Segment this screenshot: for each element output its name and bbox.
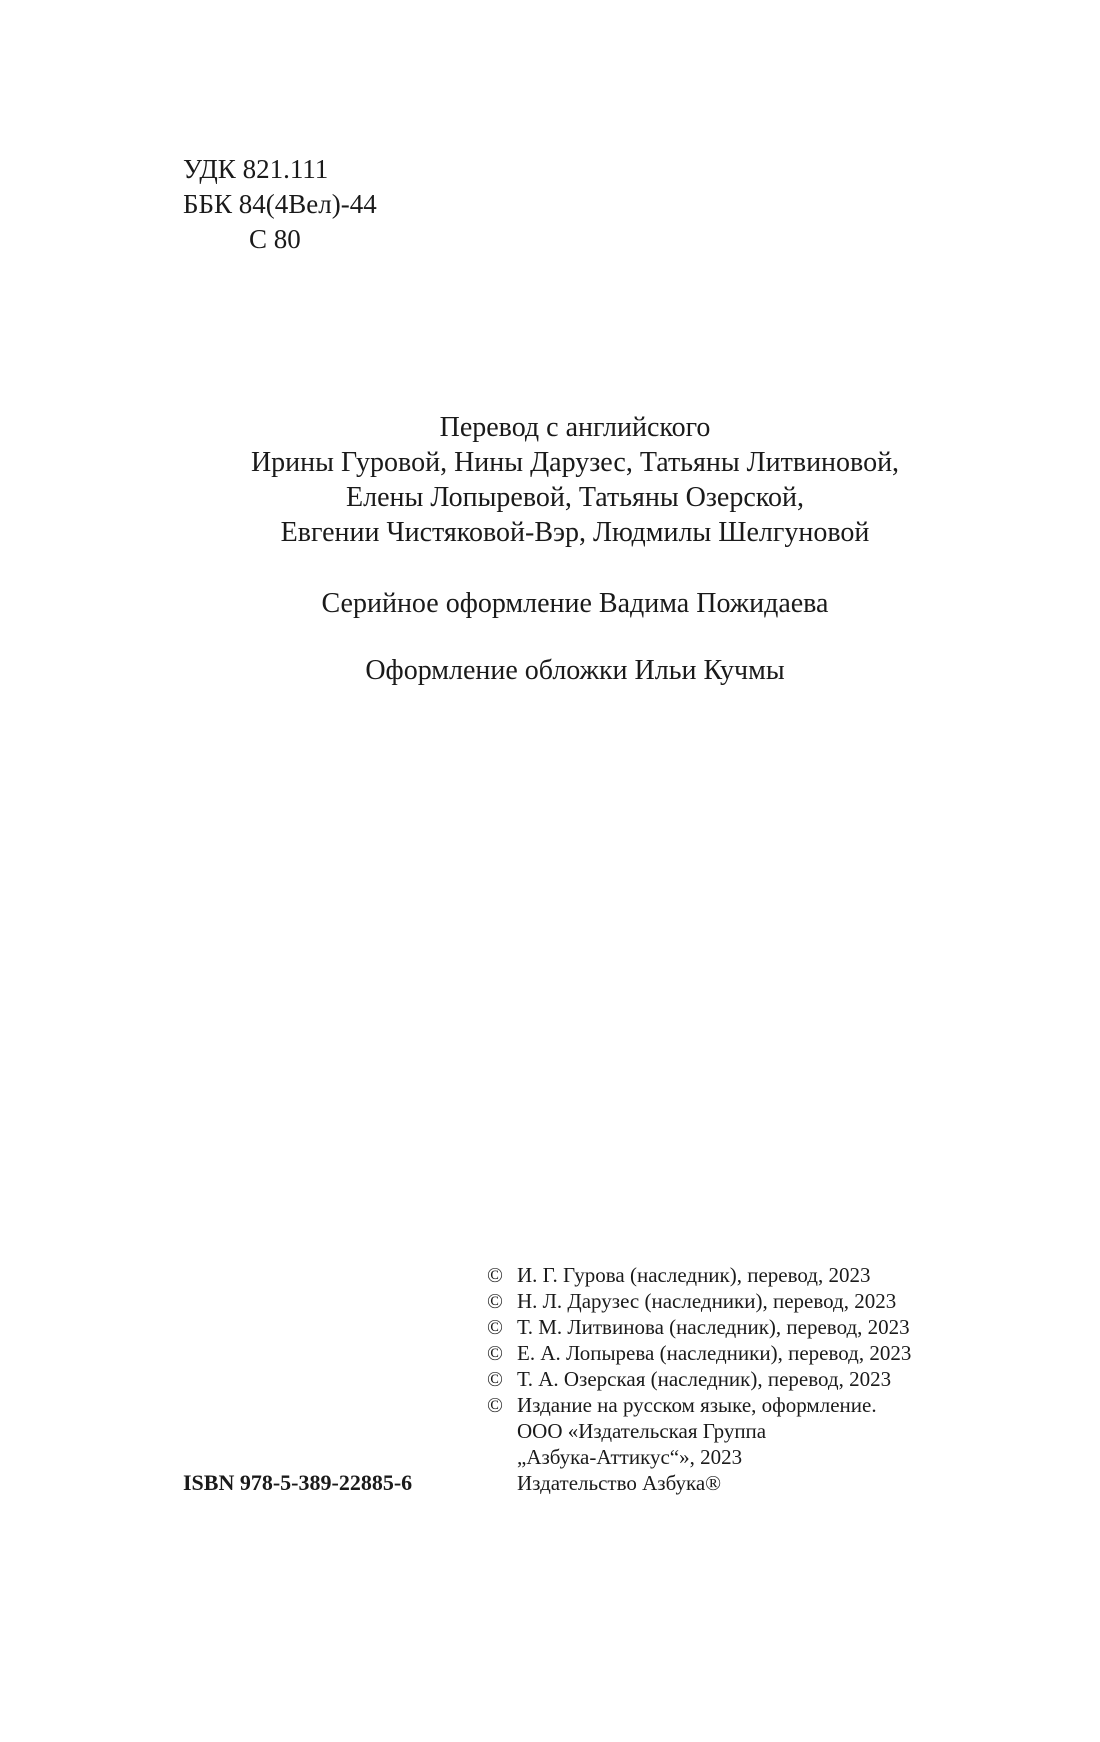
publisher-line: „Азбука-Аттикус“», 2023: [517, 1445, 743, 1469]
copyright-block: [487, 1262, 911, 1496]
udc-code: УДК 821.111: [183, 154, 329, 184]
translators-line: Евгении Чистяковой-Вэр, Людмилы Шелгуновой: [280, 517, 870, 548]
publisher-line: Издательство Азбука®: [517, 1471, 722, 1495]
copyright-symbol: ©: [487, 1263, 503, 1287]
series-design-credit: Серийное оформление Вадима Пожидаева: [321, 588, 829, 619]
copyright-line: [487, 1262, 911, 1288]
translation-credits: [0, 410, 1100, 550]
copyright-symbol: ©: [487, 1367, 503, 1391]
publisher-line: ООО «Издательская Группа: [517, 1419, 767, 1443]
copyright-text: Т. М. Литвинова (наследник), перевод, 2023: [517, 1315, 910, 1339]
copyright-text: Н. Л. Дарузес (наследники), перевод, 2023: [517, 1289, 897, 1313]
author-mark: С 80: [249, 224, 301, 254]
translators-line: Елены Лопыревой, Татьяны Озерской,: [346, 482, 804, 513]
copyright-symbol: ©: [487, 1315, 503, 1339]
copyright-line: [487, 1288, 911, 1314]
translators-line: Ирины Гуровой, Нины Дарузес, Татьяны Литвиновой,: [250, 447, 900, 478]
copyright-text: Е. А. Лопырева (наследники), перевод, 2023: [517, 1341, 912, 1365]
copyright-text: И. Г. Гурова (наследник), перевод, 2023: [517, 1263, 871, 1287]
copyright-symbol: ©: [487, 1341, 503, 1365]
isbn: ISBN 978-5-389-22885-6: [183, 1470, 413, 1495]
classification-block: [183, 152, 377, 257]
copyright-line: [487, 1366, 911, 1392]
copyright-line: [487, 1392, 911, 1418]
copyright-line: [487, 1314, 911, 1340]
copyright-symbol: ©: [487, 1393, 503, 1417]
translation-heading: Перевод с английского: [439, 412, 711, 443]
copyright-line: [487, 1340, 911, 1366]
copyright-text: Издание на русском языке, оформление.: [517, 1393, 877, 1417]
copyright-text: Т. А. Озерская (наследник), перевод, 2023: [517, 1367, 892, 1391]
copyright-symbol: ©: [487, 1289, 503, 1313]
bbk-code: ББК 84(4Вел)-44: [183, 189, 377, 219]
cover-design-credit: Оформление обложки Ильи Кучмы: [365, 655, 785, 686]
